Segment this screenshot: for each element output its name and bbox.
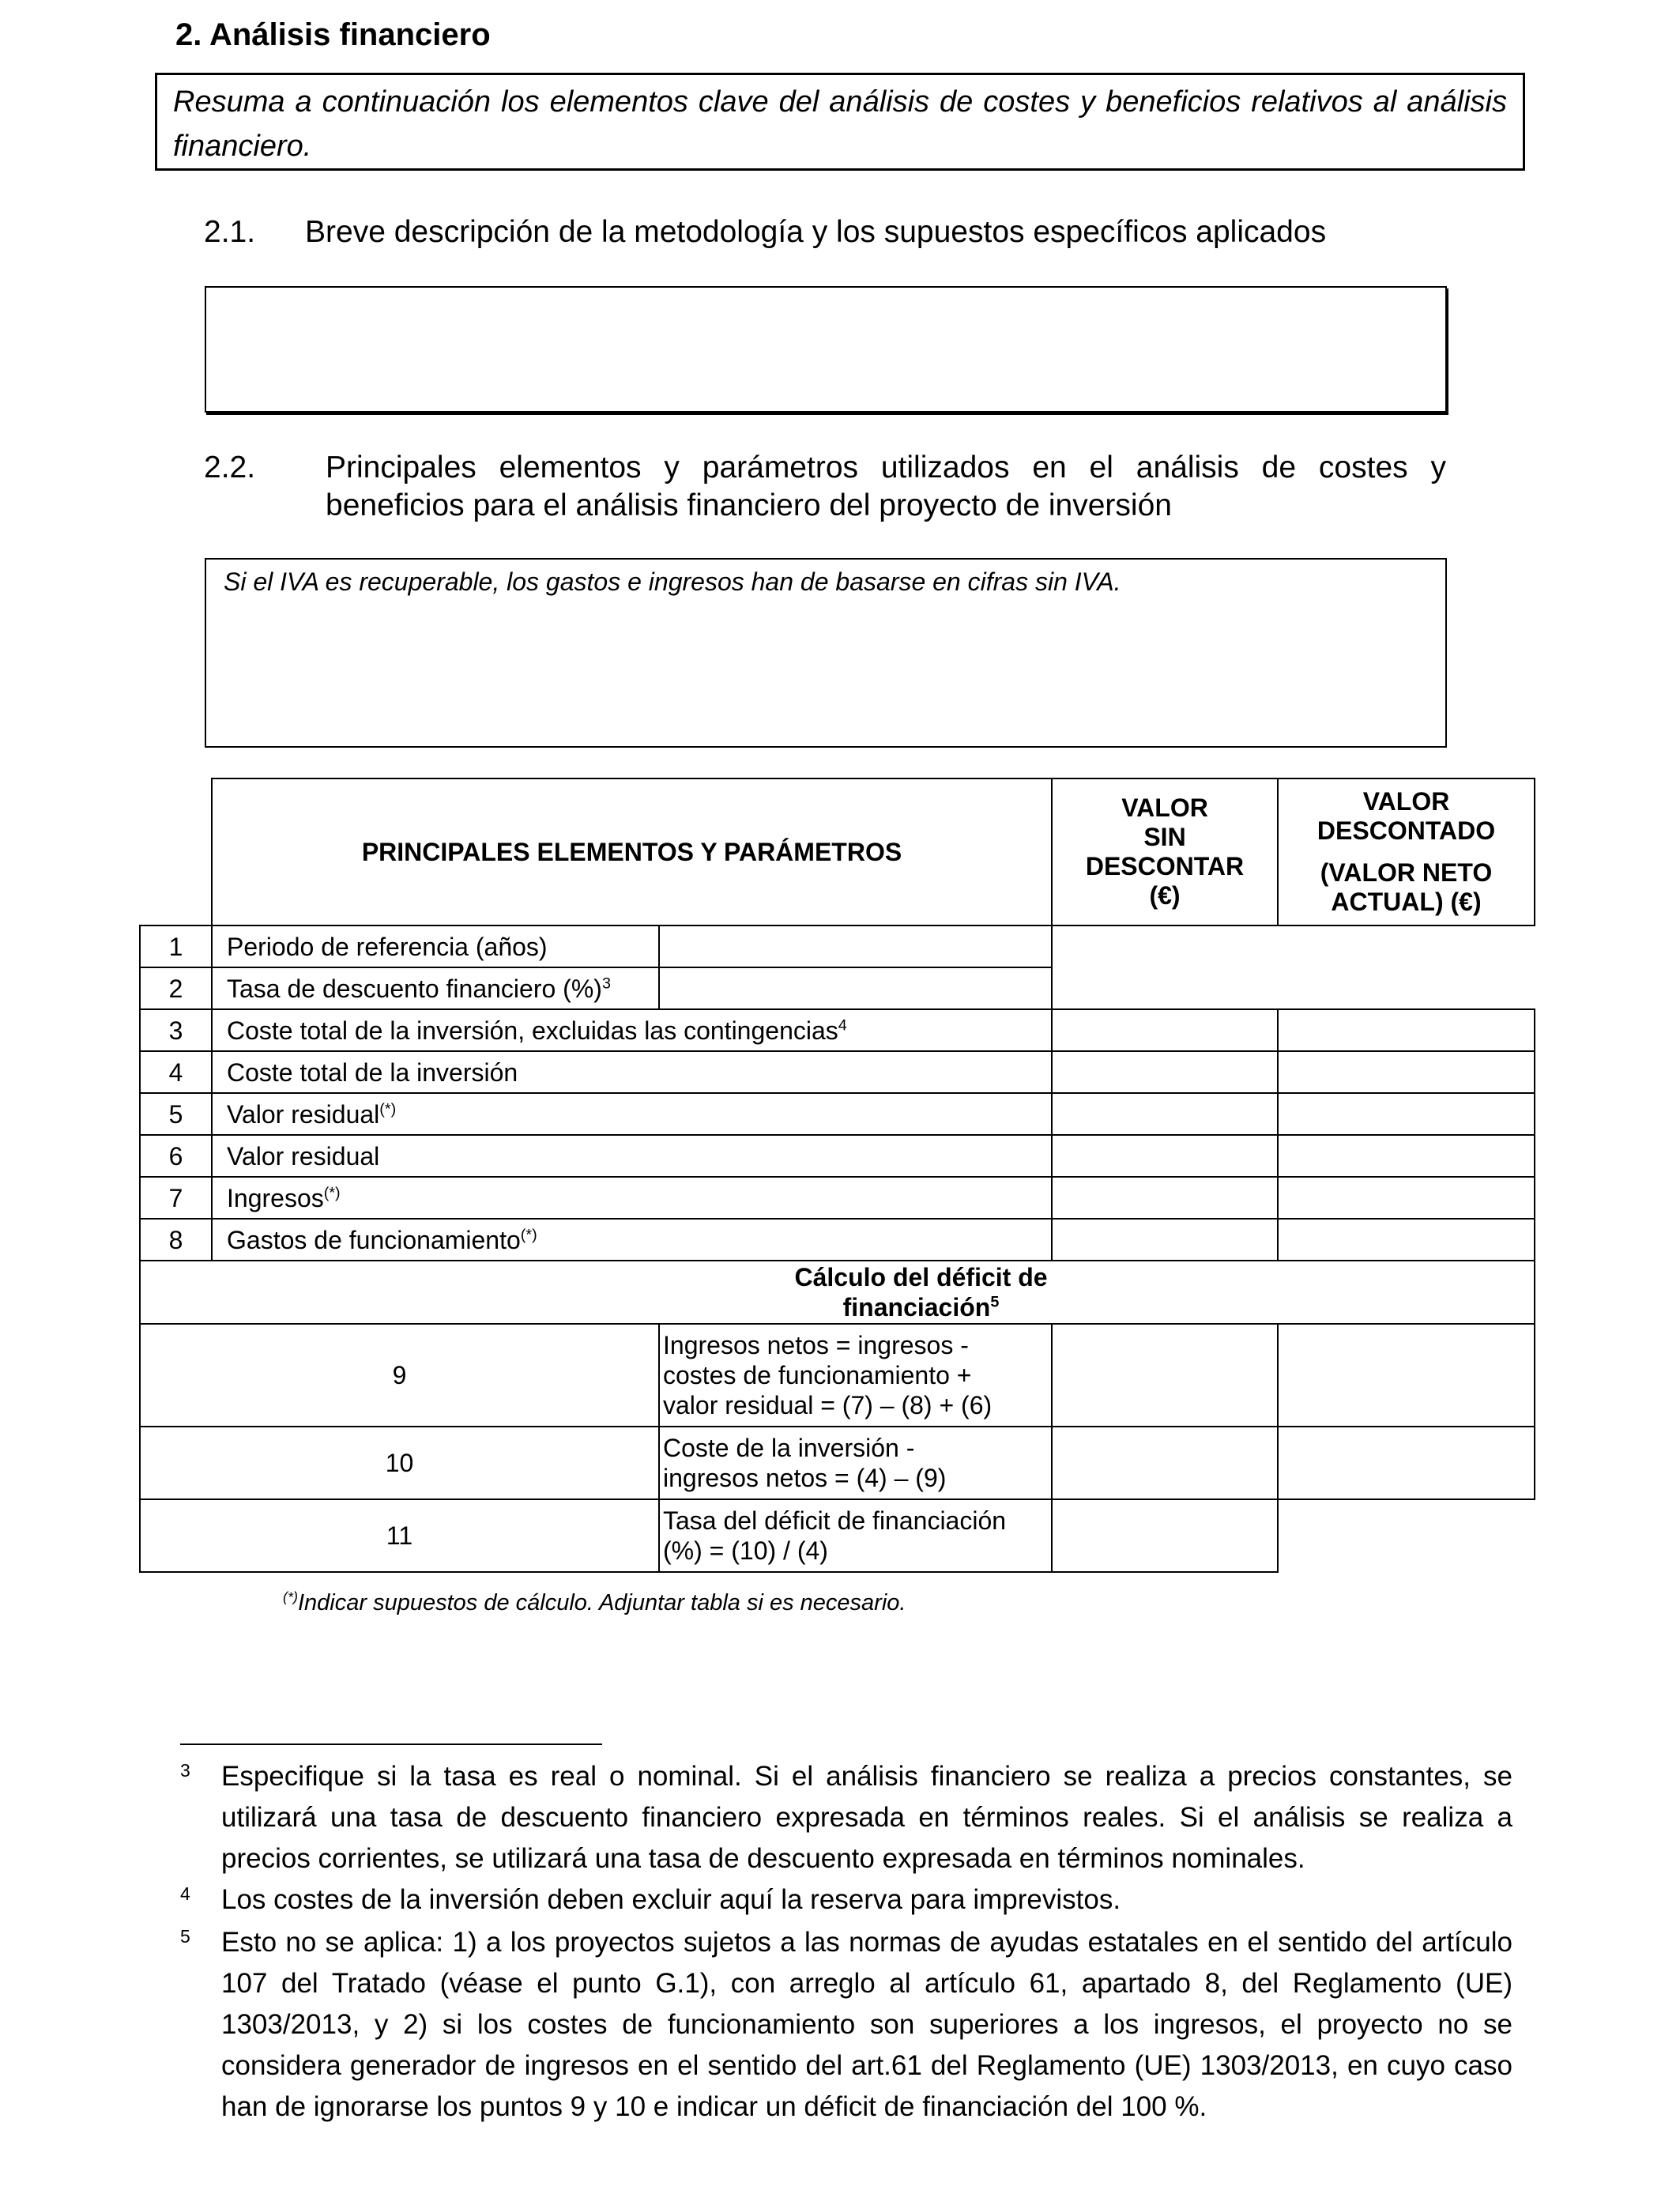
discounted-cell-row-7[interactable] bbox=[1278, 1177, 1535, 1219]
footnote-ref: (*) bbox=[379, 1099, 397, 1118]
header-discounted-value: VALOR DESCONTADO (VALOR NETO ACTUAL) (€) bbox=[1278, 778, 1535, 925]
footnote-ref: (*) bbox=[520, 1225, 537, 1243]
discounted-cell-row-4[interactable] bbox=[1278, 1051, 1535, 1093]
table-row: 9 Ingresos netos = ingresos - costes de funcionamiento + valor residual = (7) – (8) + (6) bbox=[140, 1324, 1535, 1427]
footnote-ref: 4 bbox=[838, 1016, 847, 1034]
undiscounted-cell-row-10[interactable] bbox=[1052, 1427, 1278, 1499]
header-undiscounted-value: VALOR SIN DESCONTAR (€) bbox=[1052, 778, 1278, 925]
table-row: 10 Coste de la inversión - ingresos netos = (4) – (9) bbox=[140, 1427, 1535, 1499]
table-row: 7 Ingresos(*) bbox=[140, 1177, 1535, 1219]
discounted-cell-row-3[interactable] bbox=[1278, 1009, 1535, 1051]
value-cell-row-1[interactable] bbox=[659, 925, 1052, 967]
table-row: 8 Gastos de funcionamiento(*) bbox=[140, 1219, 1535, 1261]
discounted-cell-row-10[interactable] bbox=[1278, 1427, 1535, 1499]
methodology-description-field[interactable] bbox=[205, 286, 1447, 413]
table-row: 6 Valor residual bbox=[140, 1135, 1535, 1177]
table-row: 5 Valor residual(*) bbox=[140, 1093, 1535, 1135]
summary-instruction-box: Resuma a continuación los elementos clave del análisis de costes y beneficios relativos al análisis financiero. bbox=[155, 73, 1525, 171]
undiscounted-cell-row-11[interactable] bbox=[1052, 1499, 1278, 1572]
footnote-ref: (*) bbox=[323, 1183, 341, 1201]
deficit-title-line-1: Cálculo del déficit de bbox=[794, 1263, 1048, 1291]
undiscounted-cell-row-3[interactable] bbox=[1052, 1009, 1278, 1051]
footnote-3: 3 Especifique si la tasa es real o nominal. Si el análisis financiero se realiza a precios constantes, se utilizará una tasa de descuento financiero expresada en términos reales. Si el análisis se realiza a precios corrientes, se utilizará una tasa de descuento expresada en términos nominales. bbox=[180, 1760, 1512, 1874]
table-note: (*)Indicar supuestos de cálculo. Adjuntar tabla si es necesario. bbox=[283, 1589, 906, 1615]
undiscounted-cell-row-4[interactable] bbox=[1052, 1051, 1278, 1093]
subsection-2-1-title: Breve descripción de la metodología y los supuestos específicos aplicados bbox=[305, 215, 1327, 249]
subsection-2-2-title: Principales elementos y parámetros utilizados en el análisis de costes y beneficios para el análisis financiero del proyecto de inversión bbox=[326, 450, 1446, 522]
table-header-row bbox=[140, 778, 1535, 925]
vat-note-field[interactable] bbox=[205, 558, 1447, 748]
footnote-separator bbox=[180, 1744, 602, 1745]
section-title: 2. Análisis financiero bbox=[175, 17, 491, 52]
subsection-2-1-number: 2.1. bbox=[204, 215, 256, 249]
discounted-cell-row-8[interactable] bbox=[1278, 1219, 1535, 1261]
table-row: 2 Tasa de descuento financiero (%)$^3$ bbox=[140, 967, 1535, 1009]
footnote-4: 4 Los costes de la inversión deben excluir aquí la reserva para imprevistos. bbox=[180, 1883, 1121, 1915]
deficit-title-line-2: financiación$^5$ bbox=[842, 1293, 1000, 1321]
discounted-cell-row-9[interactable] bbox=[1278, 1324, 1535, 1427]
footnote-ref: 5 bbox=[990, 1293, 1000, 1311]
financial-parameters-table bbox=[139, 778, 1535, 1573]
vat-note-text: Si el IVA es recuperable, los gastos e ingresos han de basarse en cifras sin IVA. bbox=[224, 567, 1121, 596]
discounted-cell-row-5[interactable] bbox=[1278, 1093, 1535, 1135]
header-main-parameters: PRINCIPALES ELEMENTOS Y PARÁMETROS bbox=[212, 778, 1052, 925]
undiscounted-cell-row-6[interactable] bbox=[1052, 1135, 1278, 1177]
undiscounted-cell-row-5[interactable] bbox=[1052, 1093, 1278, 1135]
table-row: 11 Tasa del déficit de financiación (%) = (10) / (4) bbox=[140, 1499, 1535, 1572]
undiscounted-cell-row-7[interactable] bbox=[1052, 1177, 1278, 1219]
footnote-5: 5 Esto no se aplica: 1) a los proyectos sujetos a las normas de ayudas estatales en el sentido del artículo 107 del Tratado (véase el punto G.1), con arreglo al artículo 61, apartado 8, del Reglamento (UE) 1303/2013, y 2) si los costes de funcionamiento son superiores a los ingresos, el proyecto no se considera generador de ingresos en el sentido del art.61 del Reglamento (UE) 1303/2013, en cuyo caso han de ignorarse los puntos 9 y 10 e indicar un déficit de financiación del 100 %. bbox=[180, 1926, 1512, 2122]
table-row: 4 Coste total de la inversión bbox=[140, 1051, 1535, 1093]
undiscounted-cell-row-8[interactable] bbox=[1052, 1219, 1278, 1261]
deficit-title-row bbox=[140, 1261, 1535, 1324]
footnote-ref: 3 bbox=[601, 974, 611, 992]
value-cell-row-2[interactable] bbox=[659, 967, 1052, 1009]
discounted-cell-row-6[interactable] bbox=[1278, 1135, 1535, 1177]
table-row: 3 Coste total de la inversión, excluidas las contingencias$^4$ bbox=[140, 1009, 1535, 1051]
table-row: 1 Periodo de referencia (años) bbox=[140, 925, 1535, 967]
undiscounted-cell-row-9[interactable] bbox=[1052, 1324, 1278, 1427]
subsection-2-2-number: 2.2. bbox=[204, 450, 256, 484]
